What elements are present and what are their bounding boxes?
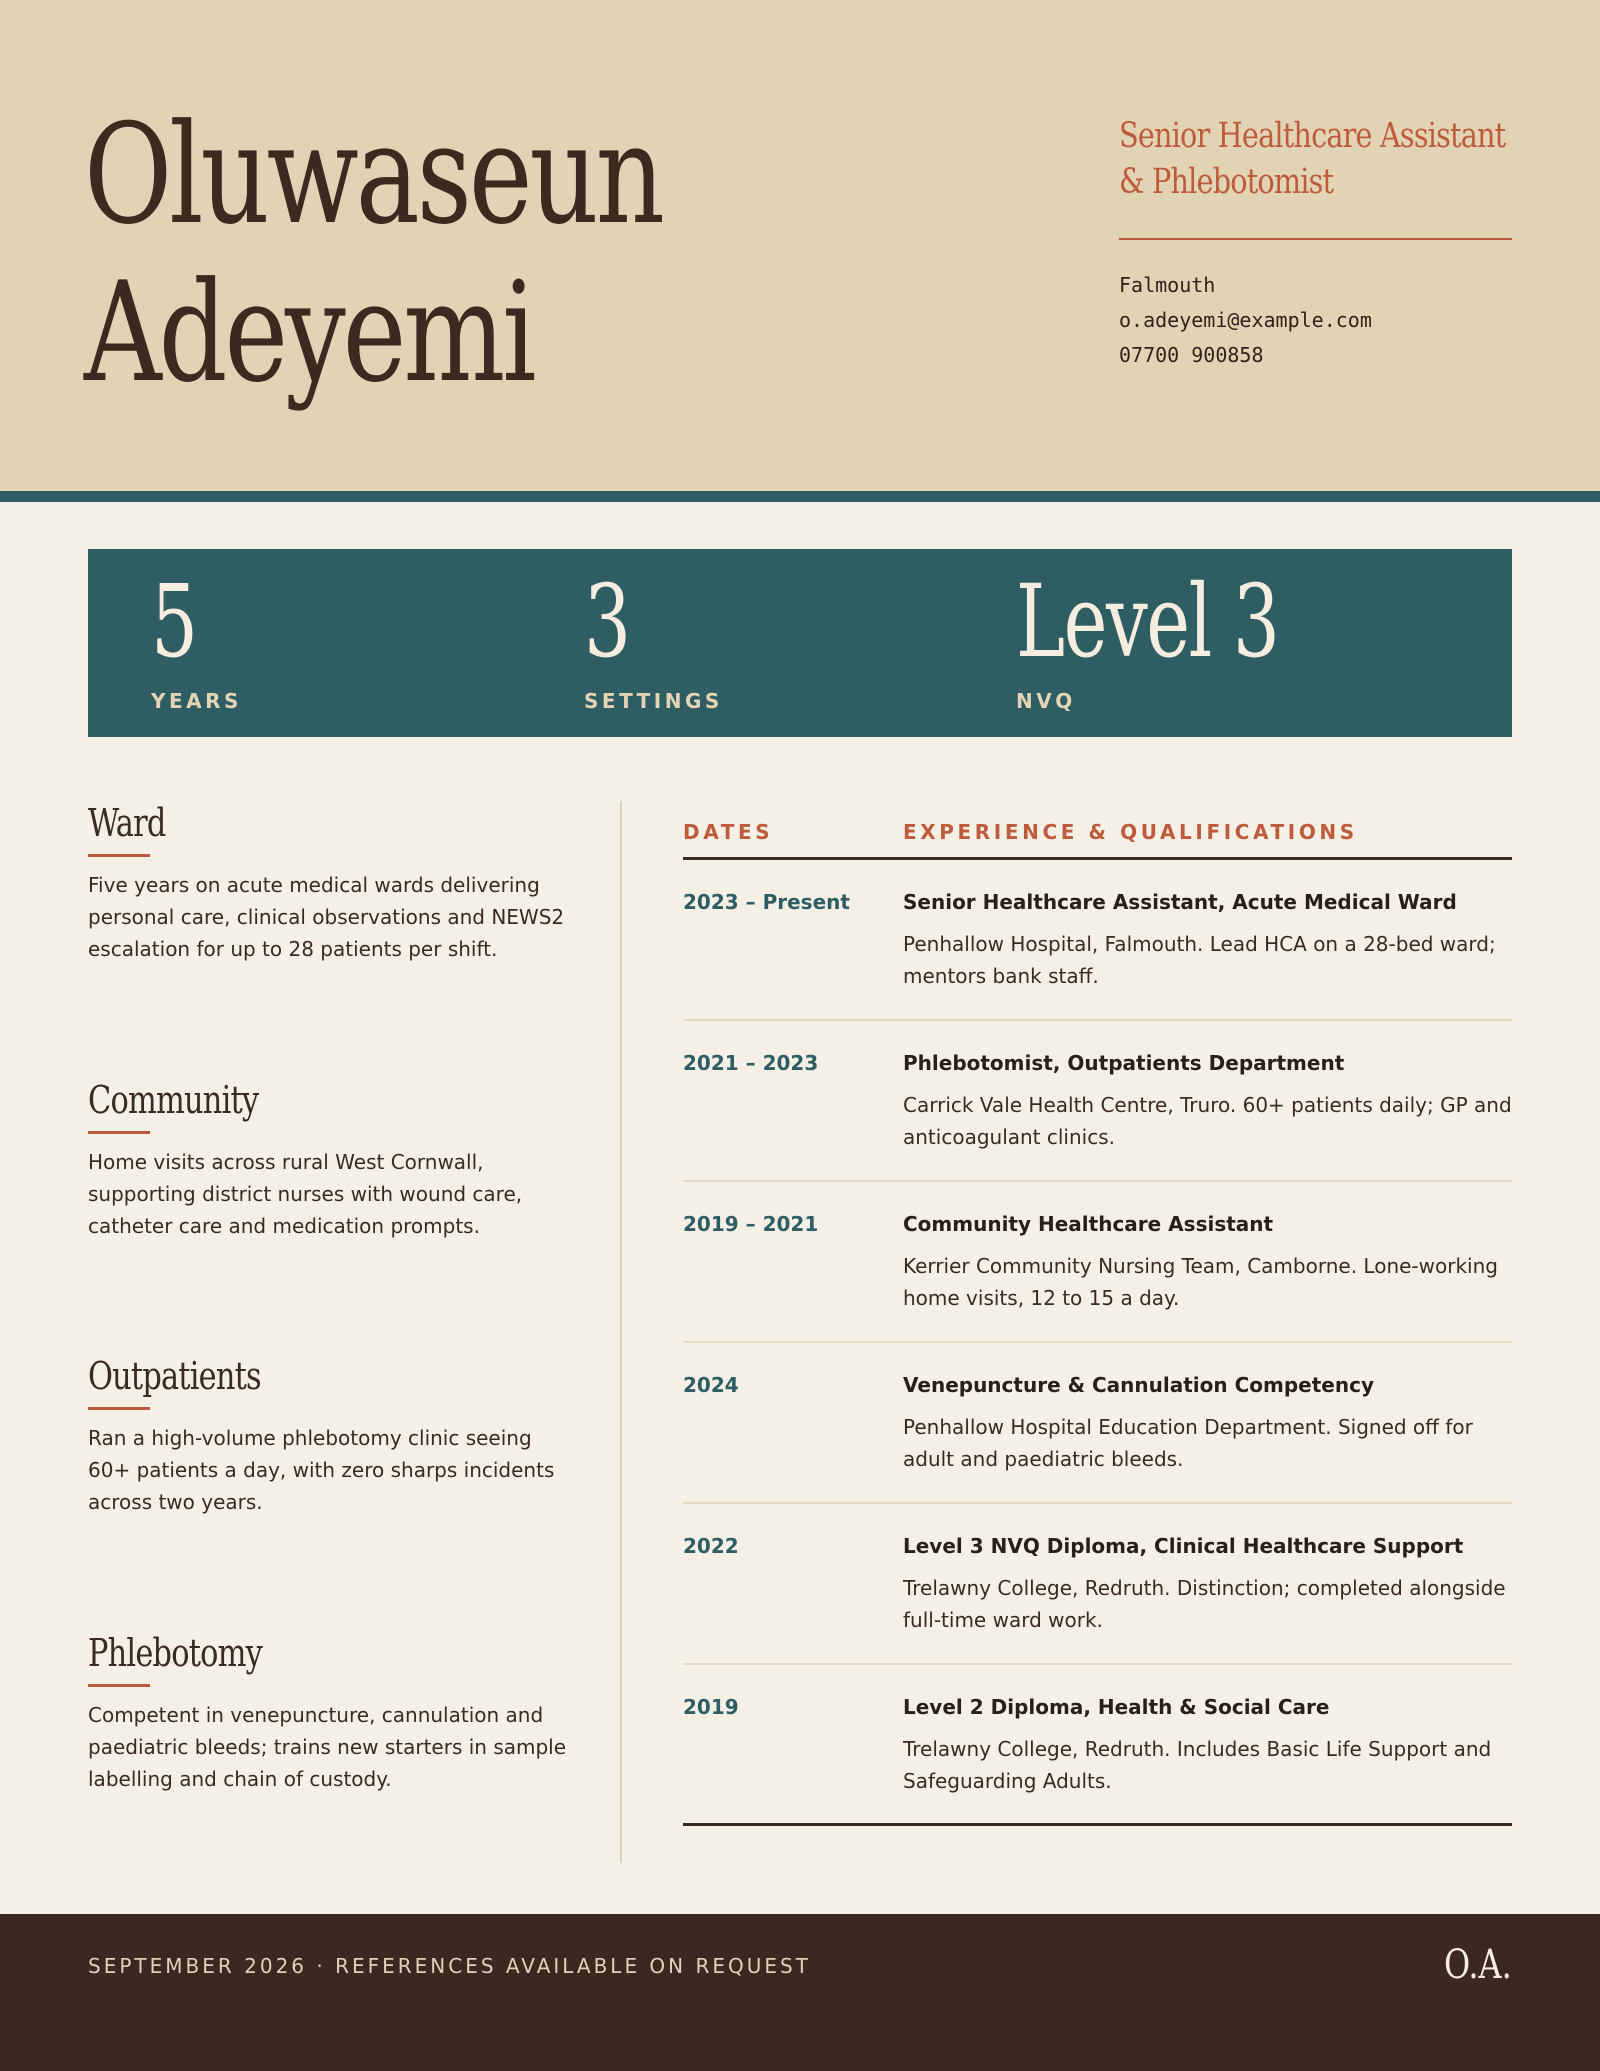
contact-location: Falmouth	[1119, 273, 1216, 297]
row-date: 2021 – 2023	[683, 1051, 819, 1075]
row-title: Phlebotomist, Outpatients Department	[903, 1051, 1345, 1075]
footer-band	[0, 1914, 1600, 2071]
row-date: 2024	[683, 1373, 739, 1397]
job-title-line-2: & Phlebotomist	[1119, 162, 1334, 202]
first-name: Oluwaseun	[84, 94, 662, 255]
table-row	[683, 1343, 1512, 1504]
table-row	[683, 1504, 1512, 1665]
column-header-experience: EXPERIENCE & QUALIFICATIONS	[903, 820, 1358, 844]
area-description: Home visits across rural West Cornwall, supporting district nurses with wound care, catheter care and medication prompts.	[88, 1150, 523, 1238]
row-date: 2022	[683, 1534, 739, 1558]
table-bottom-rule	[683, 1823, 1512, 1826]
area-description: Competent in venepuncture, cannulation and paediatric bleeds; trains new starters in sample labelling and chain of custody.	[88, 1703, 567, 1791]
area-community	[88, 1077, 578, 1242]
area-outpatients	[88, 1353, 578, 1518]
area-phlebotomy	[88, 1630, 578, 1795]
title-divider	[1119, 238, 1512, 240]
job-title-line-1: Senior Healthcare Assistant	[1119, 116, 1506, 156]
job-title	[1119, 113, 1506, 205]
row-title: Level 2 Diploma, Health & Social Care	[903, 1695, 1330, 1719]
row-description: Trelawny College, Redruth. Distinction; completed alongside full-time ward work.	[903, 1576, 1506, 1632]
row-description: Penhallow Hospital, Falmouth. Lead HCA on a 28-bed ward; mentors bank staff.	[903, 932, 1496, 988]
footer-note: SEPTEMBER 2026 · REFERENCES AVAILABLE ON REQUEST	[88, 1954, 811, 1978]
area-description: Ran a high-volume phlebotomy clinic seeing 60+ patients a day, with zero sharps incidents across two years.	[88, 1426, 555, 1514]
area-title: Outpatients	[88, 1354, 261, 1398]
row-title: Level 3 NVQ Diploma, Clinical Healthcare Support	[903, 1534, 1464, 1558]
column-divider	[620, 801, 622, 1863]
candidate-name	[84, 96, 662, 412]
stat-label: NVQ	[1016, 689, 1076, 713]
row-title: Senior Healthcare Assistant, Acute Medical Ward	[903, 890, 1457, 914]
area-rule	[88, 1407, 150, 1410]
stat-value: 5	[151, 563, 197, 680]
row-description: Kerrier Community Nursing Team, Camborne. Lone-working home visits, 12 to 15 a day.	[903, 1254, 1498, 1310]
row-title: Venepuncture & Cannulation Competency	[903, 1373, 1374, 1397]
row-description: Trelawny College, Redruth. Includes Basic Life Support and Safeguarding Adults.	[903, 1737, 1492, 1793]
row-date: 2019	[683, 1695, 739, 1719]
row-title: Community Healthcare Assistant	[903, 1212, 1274, 1236]
row-date: 2023 – Present	[683, 890, 850, 914]
area-title: Community	[88, 1078, 259, 1122]
stat-value: 3	[584, 563, 630, 680]
header-accent-rule	[0, 491, 1600, 502]
area-rule	[88, 1684, 150, 1687]
area-title: Ward	[88, 801, 166, 845]
table-row	[683, 860, 1512, 1021]
row-description: Carrick Vale Health Centre, Truro. 60+ patients daily; GP and anticoagulant clinics.	[903, 1093, 1512, 1149]
table-row	[683, 1182, 1512, 1343]
area-rule	[88, 1131, 150, 1134]
row-description: Penhallow Hospital Education Department. Signed off for adult and paediatric bleeds.	[903, 1415, 1473, 1471]
area-ward	[88, 800, 578, 965]
row-date: 2019 – 2021	[683, 1212, 819, 1236]
contact-email[interactable]: o.adeyemi@example.com	[1119, 308, 1372, 332]
contact-details	[1119, 268, 1372, 373]
column-header-dates: DATES	[683, 820, 774, 844]
stat-label: SETTINGS	[584, 689, 723, 713]
table-row	[683, 1665, 1512, 1826]
table-row	[683, 1021, 1512, 1182]
last-name: Adeyemi	[84, 252, 534, 413]
stats-banner	[88, 549, 1512, 737]
stat-value: Level 3	[1016, 563, 1279, 680]
area-rule	[88, 854, 150, 857]
contact-phone[interactable]: 07700 900858	[1119, 343, 1264, 367]
area-description: Five years on acute medical wards delivering personal care, clinical observations and NEWS2 escalation for up to 28 patients per shift.	[88, 873, 565, 961]
monogram: O.A.	[1444, 1942, 1512, 1988]
header-band	[0, 0, 1600, 491]
stat-label: YEARS	[151, 689, 242, 713]
area-title: Phlebotomy	[88, 1631, 263, 1675]
